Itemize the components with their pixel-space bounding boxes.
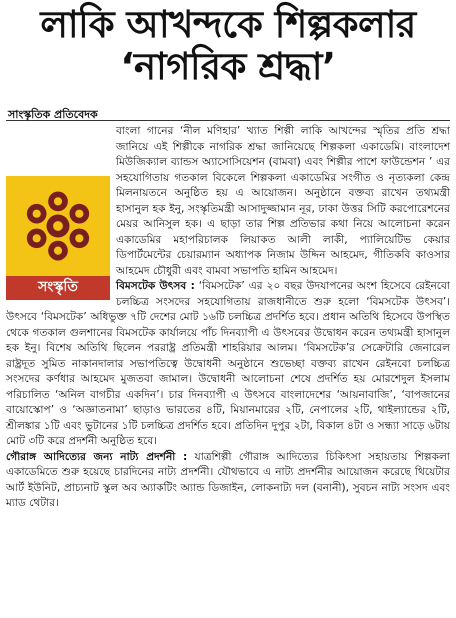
section-label: সংস্কৃতি	[6, 276, 110, 300]
article-body	[6, 124, 450, 614]
section-logo	[6, 176, 110, 300]
article-headline	[0, 4, 456, 88]
paragraph-3	[6, 450, 450, 512]
headline-line-2: ‘নাগরিক শ্রদ্ধা’	[120, 45, 336, 88]
paragraph-2	[6, 279, 450, 450]
byline: সাংস্কৃতিক প্রতিবেদক	[8, 108, 98, 121]
headline-line-1: লাকি আখন্দকে শিল্পকলার	[40, 3, 416, 46]
paragraph-3-text: যাত্রশিল্পী গৌরাঙ্গ আদিত্যের চিকিৎসা সহায়তায় শিল্পকলা একাডেমিতে শুরু হয়েছে চারদিনের নাট্য প্রদর্শনী। যৌথভাবে এ নাট্য প্রদর্শনীর আয়োজন করেছে থিয়েটার আর্ট ইউনিট, প্রাচ্যনাট স্কুল অব অ্যাকটিং অ্যান্ড ডিজাইন, লোকনাট্য দল (বনানী), সুবচন নাট্য সংসদ এবং ম্যাড থেটার।	[6, 450, 450, 509]
divider	[6, 120, 450, 121]
paragraph-2-text: ‘বিমসটেক’ এর ২০ বছর উদযাপনের অংশ হিসেবে রেইনবো চলচ্চিত্র সংসদের সহযোগিতায় রাজধানীতে শুরু হলো ‘বিমসটেক উৎসব’। উৎসবে ‘বিমসটেক’ অধিভুক্ত ৭টি দেশের মোট ১৬টি চলচ্চিত্র প্রদর্শিত হবে। প্রধান অতিথি হিসেবে উপস্থিত থেকে গতকাল গুলশানের বিমসটেক কার্যালয়ে পাঁচ দিনব্যাপী এ উৎসবের উদ্বোধন করেন তথ্যমন্ত্রী হাসানুল হক ইনু। বিশেষ অতিথি ছিলেন পররাষ্ট্র প্রতিমন্ত্রী শাহরিয়ার আলম। ‘বিমসটেক’র সেক্রেটারি জেনারেল রাষ্ট্রদূত সুমিত নাকানদালার সভাপতিত্বে উদ্বোধনী অনুষ্ঠানে শুভেচ্ছা বক্তব্য রাখেন রেইনবো চলচ্চিত্র সংসদের কর্ণধার আহমেদ মুজতবা জামাল। উদ্বোধনী আলোচনা শেষে প্রদর্শিত হয় মোরশেদুল ইসলাম পরিচালিত ‘অনিল বাগচীর একদিন’। চার দিনব্যাপী এ উৎসবে বাংলাদেশের ‘আয়নাবাজি’, ‘বাপজানের বায়োস্কোপ’ ও ‘অজ্ঞাতনামা’ ছাড়াও ভারতের ৪টি, মিয়ানমারের ২টি, নেপালের ২টি, থাইল্যান্ডের ২টি, শ্রীলঙ্কার ১টি এবং ভুটানের ১টি চলচ্চিত্র প্রদর্শিত হবে। প্রতিদিন দুপুর ২টা, বিকাল ৪টা ও সন্ধ্যা সাড়ে ৬টায় মোট ৩টি করে প্রদর্শনী অনুষ্ঠিত হবে।	[6, 280, 451, 447]
flower-emblem-icon	[6, 176, 110, 276]
subheading-gouranga: গৌরাঙ্গ আদিত্যের জন্য নাট্য প্রদর্শনী :	[6, 450, 188, 463]
subheading-bimstec: বিমসটেক উৎসব :	[116, 280, 195, 292]
paragraph-1: বাংলা গানের ‘নীল মণিহার’ খ্যাত শিল্পী লাকি আখন্দের স্মৃতির প্রতি শ্রদ্ধা জানিয়ে এই শিল্পীকে নাগরিক শ্রদ্ধা জানিয়েছে শিল্পকলা একাডেমি। বাংলাদেশ মিউজিক্যাল ব্যান্ডস অ্যাসোসিয়েশন (বামবা) এবং শিল্পীর পাশে ফাউন্ডেশন ’ এর সহযোগিতায় গতকাল বিকেলে শিল্পকলা একাডেমির সংগীত ও নৃত্যকলা কেন্দ্র মিলনায়তনে অনুষ্ঠিত হয় এ আয়োজন। অনুষ্ঠানে বক্তব্য রাখেন তথ্যমন্ত্রী হাসানুল হক ইনু, সংস্কৃতিমন্ত্রী আসাদুজ্জামান নূর, ঢাকা উত্তর সিটি করপোরেশনের মেয়র আনিসুল হক। এ ছাড়া তার শিল্প প্রতিভার কথা নিয়ে আলোচনা করেন একাডেমির মহাপরিচালক লিয়াকত আলী লাকী, প্যালিয়েটিভ কেয়ার ডিপার্টমেন্টের চেয়ারম্যান অধ্যাপক নিজাম উদ্দিন আহমেদ, গীতিকবি কাওসার আহমেদ চৌধুরী এবং বামবা সভাপতি হামিন আহমেদ।	[116, 125, 450, 277]
